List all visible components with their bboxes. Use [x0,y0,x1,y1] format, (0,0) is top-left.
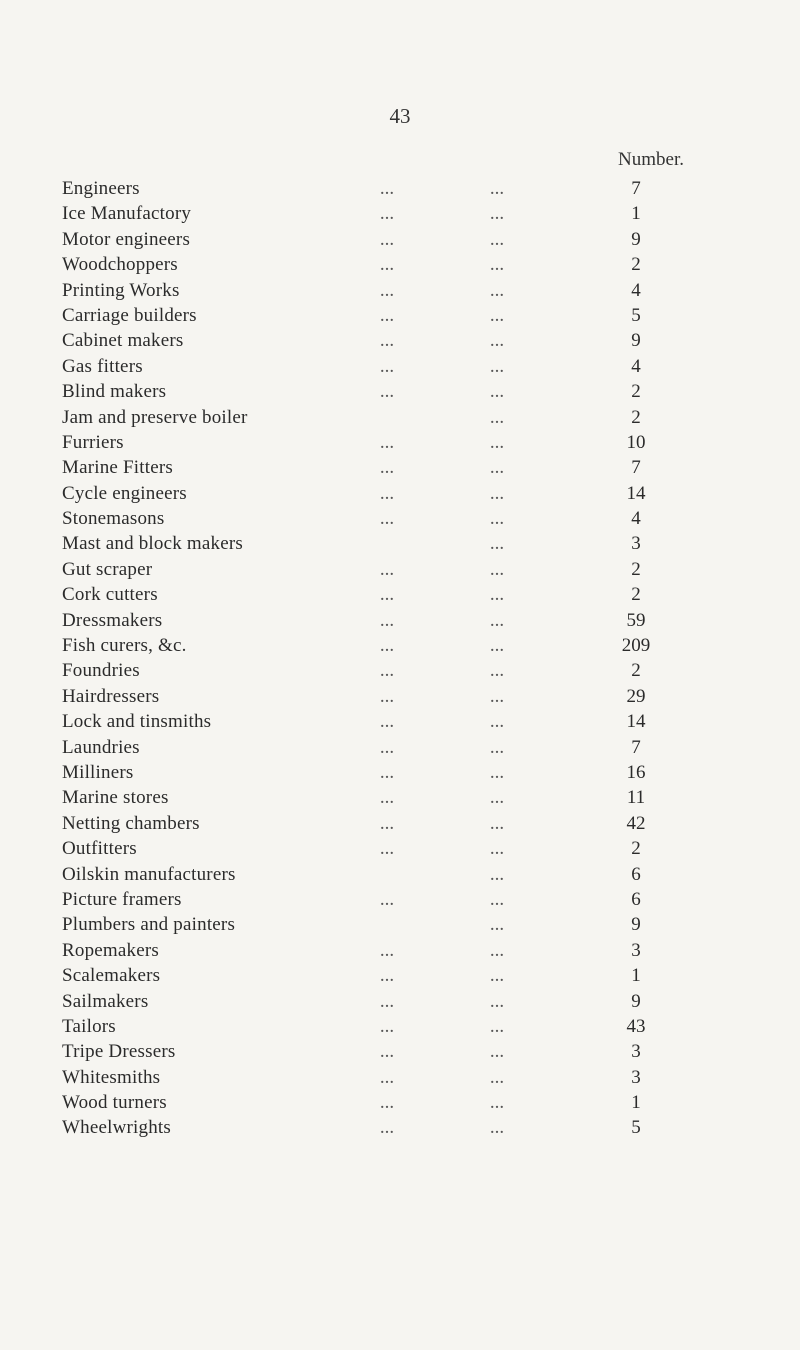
count-value: 3 [631,533,641,555]
leader-dots: ... [489,660,505,682]
count-value: 1 [631,203,641,225]
occupation-label: Stonemasons [62,508,165,530]
count-value: 3 [631,939,641,961]
leader-dots: ... [489,178,505,199]
table-row [0,1065,800,1090]
leader-dots: ... [379,812,395,834]
table-row [0,201,800,226]
occupation-label: Engineers [62,178,140,199]
count-value: 43 [626,1015,646,1037]
occupation-label: Motor engineers [62,228,191,250]
leader-dots: ... [379,1015,395,1037]
leader-dots: ... [379,203,395,225]
table-row [0,252,800,277]
leader-dots: ... [489,863,505,885]
leader-dots: ... [489,304,505,326]
count-value: 29 [626,685,646,707]
leader-dots: ... [379,254,395,276]
table-row [0,735,800,760]
occupation-label: Netting chambers [62,812,200,834]
occupation-label: Cork cutters [62,584,158,606]
leader-dots: ... [489,355,505,377]
leader-dots: ... [489,1015,505,1037]
table-row [0,582,800,607]
table-row [0,887,800,912]
occupation-label: Gas fitters [62,355,143,377]
page-number: 43 [389,104,411,128]
count-value: 9 [631,228,641,250]
table-row [0,633,800,658]
count-value: 2 [631,406,641,428]
table-row [0,379,800,404]
count-value: 2 [631,838,641,860]
table-row [0,963,800,988]
leader-dots: ... [379,330,395,352]
leader-dots: ... [379,558,395,580]
table-row [0,405,800,430]
leader-dots: ... [489,635,505,657]
table-row [0,658,800,683]
table-row [0,1115,800,1140]
leader-dots: ... [489,279,505,301]
table-row [0,709,800,734]
occupation-label: Laundries [62,736,140,758]
leader-dots: ... [489,609,505,631]
leader-dots: ... [489,584,505,606]
occupation-label: Wheelwrights [62,1117,171,1139]
occupation-label: Whitesmiths [62,1066,161,1088]
count-value: 2 [631,660,641,682]
count-value: 3 [631,1041,641,1063]
occupation-label: Tailors [62,1015,116,1037]
leader-dots: ... [379,482,395,504]
table-row [0,506,800,531]
occupation-label: Carriage builders [62,304,197,326]
table-row [0,836,800,861]
leader-dots: ... [379,228,395,250]
leader-dots: ... [489,736,505,758]
leader-dots: ... [489,761,505,783]
table-row [0,938,800,963]
occupation-label: Tripe Dressers [62,1041,176,1063]
leader-dots: ... [489,228,505,250]
occupation-label: Mast and block makers [62,533,243,555]
leader-dots: ... [379,1066,395,1088]
count-value: 4 [631,279,641,301]
leader-dots: ... [379,1117,395,1139]
leader-dots: ... [379,431,395,453]
occupation-label: Outfitters [62,838,137,860]
count-value: 9 [631,914,641,936]
leader-dots: ... [489,685,505,707]
count-value: 9 [631,330,641,352]
count-value: 14 [626,482,646,504]
leader-dots: ... [379,355,395,377]
leader-dots: ... [379,381,395,403]
leader-dots: ... [379,660,395,682]
leader-dots: ... [379,888,395,910]
occupation-label: Ropemakers [62,939,159,961]
leader-dots: ... [489,508,505,530]
leader-dots: ... [379,1092,395,1114]
occupation-label: Picture framers [62,888,182,910]
count-value: 6 [631,863,641,885]
occupation-label: Hairdressers [62,685,160,707]
occupation-label: Gut scraper [62,558,153,580]
table-row [0,531,800,556]
leader-dots: ... [379,736,395,758]
occupation-label: Foundries [62,660,140,682]
table-row [0,227,800,252]
leader-dots: ... [489,203,505,225]
leader-dots: ... [489,990,505,1012]
count-value: 16 [626,761,646,783]
occupation-label: Blind makers [62,381,167,403]
leader-dots: ... [379,761,395,783]
leader-dots: ... [379,939,395,961]
table-row [0,684,800,709]
occupation-table [0,176,800,1141]
occupation-label: Sailmakers [62,990,149,1012]
table-row [0,989,800,1014]
leader-dots: ... [489,838,505,860]
count-value: 4 [631,355,641,377]
leader-dots: ... [379,609,395,631]
count-value: 4 [631,508,641,530]
leader-dots: ... [489,431,505,453]
count-value: 42 [626,812,646,834]
count-value: 11 [626,787,646,809]
leader-dots: ... [379,304,395,326]
occupation-label: Oilskin manufacturers [62,863,236,885]
table-row [0,760,800,785]
count-value: 7 [631,178,641,199]
leader-dots: ... [379,685,395,707]
count-value: 5 [631,1117,641,1139]
table-row [0,328,800,353]
count-value: 9 [631,990,641,1012]
leader-dots: ... [489,457,505,479]
leader-dots: ... [379,178,395,199]
occupation-label: Fish curers, &c. [62,635,187,657]
count-value: 2 [631,558,641,580]
occupation-label: Woodchoppers [62,254,178,276]
leader-dots: ... [489,330,505,352]
count-value: 3 [631,1066,641,1088]
table-row [0,608,800,633]
leader-dots: ... [379,457,395,479]
leader-dots: ... [489,1117,505,1139]
occupation-label: Dressmakers [62,609,163,631]
leader-dots: ... [379,279,395,301]
count-value: 6 [631,888,641,910]
count-value: 2 [631,254,641,276]
occupation-label: Lock and tinsmiths [62,711,212,733]
table-row [0,811,800,836]
leader-dots: ... [489,888,505,910]
leader-dots: ... [489,254,505,276]
leader-dots: ... [489,533,505,555]
leader-dots: ... [379,584,395,606]
leader-dots: ... [489,482,505,504]
leader-dots: ... [489,1041,505,1063]
count-value: 59 [626,609,646,631]
leader-dots: ... [489,1066,505,1088]
count-value: 10 [626,431,646,453]
count-value: 2 [631,584,641,606]
occupation-label: Wood turners [62,1092,167,1114]
leader-dots: ... [379,508,395,530]
table-row [0,430,800,455]
table-row [0,912,800,937]
occupation-label: Scalemakers [62,965,161,987]
leader-dots: ... [489,965,505,987]
occupation-label: Printing Works [62,279,180,301]
table-row [0,176,800,201]
count-value: 1 [631,965,641,987]
occupation-label: Cabinet makers [62,330,184,352]
leader-dots: ... [489,1092,505,1114]
count-value: 7 [631,736,641,758]
occupation-label: Jam and preserve boiler [62,406,248,428]
count-value: 5 [631,304,641,326]
occupation-label: Plumbers and painters [62,914,236,936]
table-row [0,557,800,582]
leader-dots: ... [379,787,395,809]
leader-dots: ... [379,990,395,1012]
leader-dots: ... [489,558,505,580]
table-row [0,455,800,480]
table-row [0,303,800,328]
table-row [0,481,800,506]
occupation-label: Furriers [62,431,124,453]
table-row [0,785,800,810]
count-value: 1 [631,1092,641,1114]
leader-dots: ... [379,711,395,733]
occupation-label: Marine stores [62,787,169,809]
count-value: 2 [631,381,641,403]
occupation-label: Ice Manufactory [62,203,192,225]
table-row [0,354,800,379]
leader-dots: ... [489,406,505,428]
leader-dots: ... [489,711,505,733]
leader-dots: ... [379,635,395,657]
table-row [0,1014,800,1039]
table-row [0,1039,800,1064]
occupation-label: Marine Fitters [62,457,173,479]
leader-dots: ... [489,787,505,809]
leader-dots: ... [489,381,505,403]
leader-dots: ... [489,914,505,936]
leader-dots: ... [489,939,505,961]
leader-dots: ... [489,812,505,834]
count-value: 14 [626,711,646,733]
table-row [0,862,800,887]
occupation-label: Milliners [62,761,134,783]
number-column-header: Number. [618,149,684,170]
count-value: 209 [621,635,651,657]
leader-dots: ... [379,838,395,860]
leader-dots: ... [379,965,395,987]
count-value: 7 [631,457,641,479]
occupation-label: Cycle engineers [62,482,187,504]
leader-dots: ... [379,1041,395,1063]
table-row [0,1090,800,1115]
table-row [0,278,800,303]
